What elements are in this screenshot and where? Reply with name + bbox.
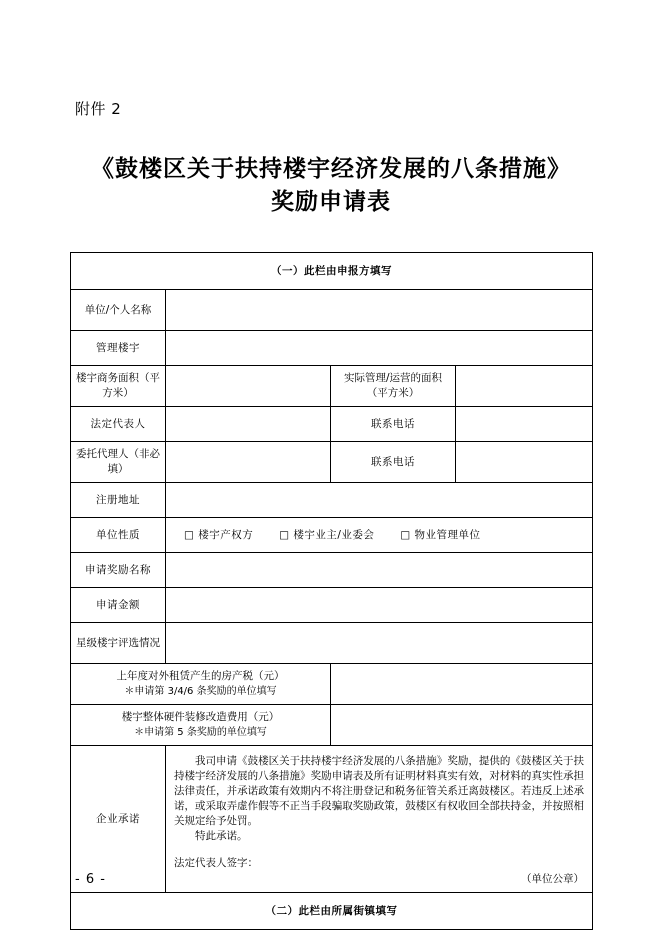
- table-row: [71, 746, 593, 893]
- page-title-line2: 奖励申请表: [271, 188, 391, 215]
- award-name-label: 申请奖励名称: [71, 553, 166, 588]
- section-one-header: [71, 253, 593, 290]
- table-row: [71, 253, 593, 290]
- table-row: [71, 407, 593, 442]
- table-row: [71, 290, 593, 331]
- section-two-header: [71, 893, 593, 930]
- business-area-label: 楼宇商务面积（平方米）: [71, 366, 166, 407]
- page-number: - 6 -: [75, 872, 106, 887]
- unit-type-option-label-2: 物业管理单位: [414, 528, 481, 541]
- promise-paragraph-2: 特此承诺。: [195, 830, 248, 842]
- award-amount-input[interactable]: [166, 588, 593, 623]
- managed-building-input[interactable]: [166, 331, 593, 366]
- unit-type-checkbox-property[interactable]: □ 物业管理单位: [400, 528, 481, 541]
- table-row: [71, 518, 593, 553]
- renovation-input[interactable]: [331, 705, 593, 746]
- table-row: [71, 442, 593, 483]
- award-amount-label: 申请金额: [71, 588, 166, 623]
- reg-address-input[interactable]: [166, 483, 593, 518]
- unit-name-label: 单位/个人名称: [71, 290, 166, 331]
- renovation-note: ＊申请第 5 条奖励的单位填写: [134, 727, 267, 738]
- agent-input[interactable]: [166, 442, 331, 483]
- table-row: [71, 483, 593, 518]
- table-row: [71, 664, 593, 705]
- contact-phone-input-1[interactable]: [456, 407, 593, 442]
- page-title: [0, 152, 662, 218]
- table-row: [71, 331, 593, 366]
- table-row: [71, 893, 593, 930]
- contact-phone-input-2[interactable]: [456, 442, 593, 483]
- attachment-label: 附件 2: [75, 100, 122, 118]
- actual-area-label: 实际管理/运营的面积（平方米）: [331, 366, 456, 407]
- property-tax-input[interactable]: [331, 664, 593, 705]
- legal-rep-label: 法定代表人: [71, 407, 166, 442]
- table-row: [71, 623, 593, 664]
- table-row: [71, 588, 593, 623]
- promise-signature-row: [174, 856, 584, 886]
- property-tax-note: ＊申请第 3/4/6 条奖励的单位填写: [124, 686, 277, 697]
- unit-name-input[interactable]: [166, 290, 593, 331]
- signature-label[interactable]: 法定代表人签字：: [174, 857, 258, 869]
- seal-label: （单位公章）: [521, 873, 584, 885]
- legal-rep-input[interactable]: [166, 407, 331, 442]
- business-area-input[interactable]: [166, 366, 331, 407]
- section-one-header-text: （一）此栏由申报方填写: [271, 264, 392, 277]
- actual-area-input[interactable]: [456, 366, 593, 407]
- unit-type-label: 单位性质: [71, 518, 166, 553]
- unit-type-checkbox-committee[interactable]: □ 楼宇业主/业委会: [279, 528, 375, 541]
- contact-phone-label-2: 联系电话: [331, 442, 456, 483]
- promise-body: [166, 746, 593, 893]
- unit-type-option-label-0: 楼宇产权方: [198, 528, 254, 541]
- table-row: [71, 553, 593, 588]
- renovation-label-text: 楼宇整体硬件装修改造费用（元）: [121, 711, 280, 723]
- reg-address-label: 注册地址: [71, 483, 166, 518]
- contact-phone-label-1: 联系电话: [331, 407, 456, 442]
- promise-label: 企业承诺: [71, 746, 166, 893]
- property-tax-label-text: 上年度对外租赁产生的房产税（元）: [116, 670, 285, 682]
- star-rating-label: 星级楼宇评选情况: [71, 623, 166, 664]
- renovation-label: [71, 705, 331, 746]
- property-tax-label: [71, 664, 331, 705]
- page-title-line1: 《鼓楼区关于扶持楼宇经济发展的八条措施》: [91, 155, 571, 182]
- unit-type-option-label-1: 楼宇业主/业委会: [293, 528, 375, 541]
- agent-label: 委托代理人（非必填）: [71, 442, 166, 483]
- promise-paragraph: 我司申请《鼓楼区关于扶持楼宇经济发展的八条措施》奖励，提供的《鼓楼区关于扶持楼宇经济发展的八条措施》奖励申请表及所有证明材料真实有效，对材料的真实性承担法律责任，并承诺政策有效期内不将注册登记和税务征管关系迁离鼓楼区。若违反上述承诺，或采取弄虚作假等不正当手段骗取奖励政策，鼓楼区有权收回全部扶持金，并按照相关规定给予处罚。: [174, 755, 584, 827]
- application-form-table: [70, 252, 593, 930]
- table-row: [71, 705, 593, 746]
- managed-building-label: 管理楼宇: [71, 331, 166, 366]
- section-two-header-text: （二）此栏由所属街镇填写: [265, 904, 398, 917]
- unit-type-checkbox-owner[interactable]: □ 楼宇产权方: [184, 528, 254, 541]
- unit-type-options: [166, 518, 593, 553]
- star-rating-input[interactable]: [166, 623, 593, 664]
- table-row: [71, 366, 593, 407]
- award-name-input[interactable]: [166, 553, 593, 588]
